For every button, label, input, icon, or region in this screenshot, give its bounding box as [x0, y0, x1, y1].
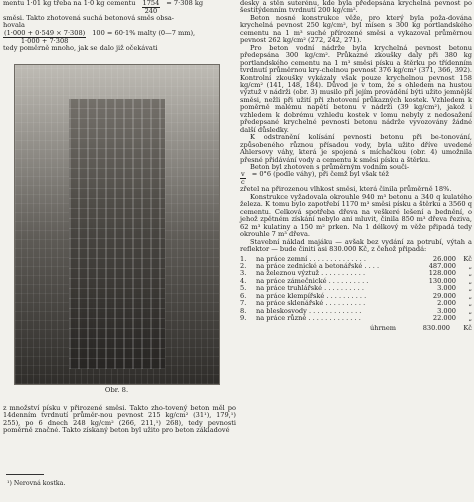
footnote: ¹) Nerovná kostka. — [7, 480, 66, 487]
table-row: 5. na práce truhlářské . . . . . . . . . . 3.000 „ — [240, 284, 472, 293]
total-value: 830.000 — [422, 323, 450, 332]
right-paragraph-4: K odstranění kolísání pevnosti betonu při be-tonování, způsobeného různou přísadou vody, byla užito dříve uvedené Ahlersovy váhy, která je spojená s míchačkou (obr. 4) umožnila přesné přidávání vody a cementu k směsi písku a štěrku. — [240, 133, 472, 164]
right-paragraph-3: Pro beton vodní nádrže byla krychelná pevnost betonu předepsána 300 kg/cm². Průkazné zkoušky daly při 380 kg portlandského cementu na 1 m³ směsi písku a štěrku po třídenním tvrdnutí průměrnou kry-chelnou pevnost 376 kg/cm² (371, 366, 392). Kontrolní zkoušky vykázaly však pouze krychelnou pevnost 158 kg/cm² (141, 148, 184). Důvod je v tom, že s ohledem na hustou výztuž v nádrži (obr. 3) musilo při jejím provádění býti užito jemnější směsi, nežli při užití při zhotovení průkazných kostek. Vzhledem k poměrně malému napětí betonu v nádrži (39 kg/cm²), jakož i vzhledem k dobrému vzhledu kostek v lomu nebyly z nedosažení předepsané krychelné pevnosti betonu nádrže vyvozovány žádné další důsledky. — [240, 43, 472, 134]
table-row: 3. na železnou výztuž . . . . . . . . . . . 128.000 „ — [240, 269, 472, 278]
formula-line-2: směsi. Takto zhotovená suchá betonová směs obsa- — [3, 14, 175, 22]
table-row: 1. na práce zemní . . . . . . . . . . . . . . 26.000 Kč — [240, 254, 472, 263]
formula-line1-left: mentu 1·01 kg třeba na 1·0 kg cementu — [3, 0, 136, 7]
left-paragraph-after-photo: z množství písku v přirozené směsi. Takto zho-tovený beton měl po 14denním tvrdnutí průměr-nou pevnost 215 kg/cm² (31¹), 179,¹) 255), po 6 dnech 248 kg/cm² (266, 211,¹) 268), tedy pevnosti poměrně značné. Takto získaný beton byl užito pro beton základové — [3, 404, 236, 435]
table-row: 6. na práce klempířské . . . . . . . . . . 29.000 „ — [240, 291, 472, 300]
footnote-rule — [6, 474, 44, 475]
formula-line3-right: 100 = 60·1% malty (0—7 mm), — [92, 28, 196, 37]
right-paragraph-5: Beton byl zhotoven s průměrným vodním souči- — [250, 162, 410, 171]
water-cement-text: = 0°6 (podle váhy), při čemž byl však též — [251, 170, 389, 179]
tower-structure-image — [69, 99, 165, 369]
table-total-row — [240, 325, 472, 332]
formula-line-3: hovala — [3, 21, 25, 30]
formula-line1-right: = 7·308 kg — [166, 0, 204, 7]
total-label: úhrnem — [370, 323, 397, 332]
right-paragraph-5c: zřetel na přirozenou vlhkost směsi, která činila průměrně 18%. — [240, 185, 452, 194]
table-row: 4. na práce zámečnické . . . . . . . . . . 130.000 „ — [240, 276, 472, 285]
figure-caption: Obr. 8. — [104, 386, 129, 394]
formula-line-3b — [3, 30, 236, 45]
left-column — [3, 0, 236, 52]
right-paragraph-2: Beton nosné konstrukce věže, pro který byla poža-dována krychelná pevnost 250 kg/cm², byl mísen s 300 kg portlandského cementu na 1 m³ suché přírozené směsi a vykazoval průměrnou pevnost 262 kg/cm² (272, 242, 271). — [240, 13, 472, 45]
cost-table — [240, 256, 472, 333]
formula-line-1 — [3, 0, 236, 15]
total-unit: Kč — [463, 323, 472, 332]
table-row: 9. na práce různé . . . . . . . . . . . . . 22.000 „ — [240, 314, 472, 323]
formula-fraction-1: $\frac{1754}{240}$ — [142, 0, 160, 15]
right-paragraph-7: Stavební náklad majáku — avšak bez vydání za potrubí, výtah a reflektor — bude činiti asi 830.000 Kč, z čehož připadá: — [240, 237, 472, 254]
formula-line-4: tedy poměrně mnoho, jak se dalo již očekávati — [3, 43, 158, 52]
water-cement-fraction: $\frac{v}{c}$ — [241, 170, 245, 187]
table-row: 2. na práce zednické a betonářské . . . . 487.000 „ — [240, 261, 472, 270]
table-row: 8. na bleskosvody . . . . . . . . . . . . . 3.000 „ — [240, 306, 472, 315]
tower-photograph — [14, 64, 220, 385]
right-paragraph-6: Konstrukce vyžadovala okrouhle 940 m³ betonu a 340 q kulatého železa. K tomu bylo zapotřebí 1170 m³ směsi písku a štěrku a 3560 q cementu. Celková spotřeba dřeva na veškeré lešení a bednění, o jehož zpětném získání nebylo ani mluvit, činila 850 m³ dřeva řeziva, 62 m³ kulatiny a 150 m² prken. Na 1 délkový m věže připadá tedy okrouhle 7 m³ dřeva. — [240, 192, 472, 239]
formula-fraction-2: $\frac{(1\cdot 000 + 0\cdot 549 \times 7\cdot 308)}{1\cdot 000 + 7\cdot 308}$ — [4, 28, 86, 45]
right-paragraph-1: desky a stěn suterénu, kde byla předepsána krychelná pevnost po šestitýdenním tvrdnutí 200 kg/cm². — [240, 0, 472, 15]
table-row: 7. na práce sklenářské . . . . . . . . . . 2.000 „ — [240, 299, 472, 308]
left-column-after-photo — [3, 405, 236, 435]
right-column — [240, 0, 472, 332]
